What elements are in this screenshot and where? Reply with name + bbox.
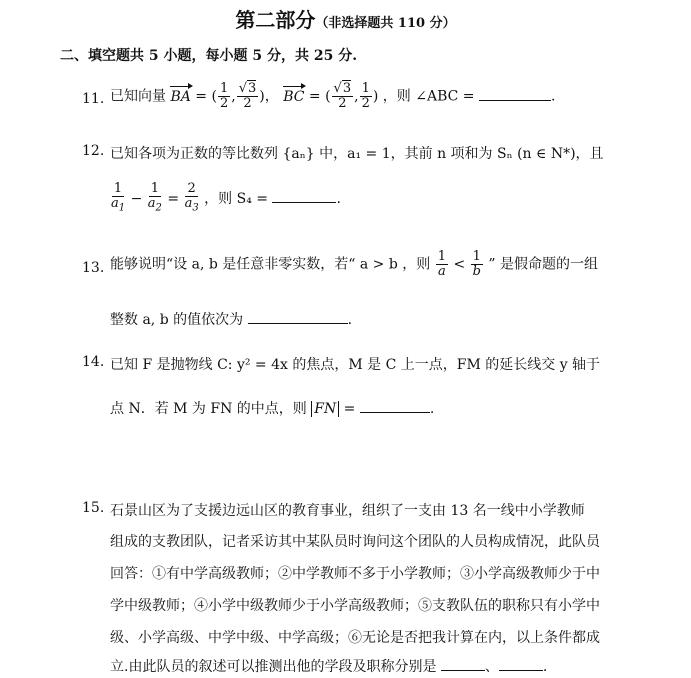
fraction-1-a2: $\frac{1}{a_2}$ [147,181,162,214]
abs-fn: FN [311,401,339,417]
q13-line2 [110,309,352,329]
q14-line2 [110,398,434,418]
q15-answer-blank-1[interactable] [441,658,485,671]
q15-end: . [542,659,548,675]
q14-line1: 已知 F 是抛物线 C: y² = 4x 的焦点，M 是 C 上一点，FM 的延长线交 y 轴于 [110,357,601,373]
q14-answer-blank[interactable] [360,400,430,413]
q15-last-line [110,656,547,676]
section-heading: 二、填空题共 5 小题，每小题 5 分，共 25 分. [60,48,358,64]
q11-then: ，则 ∠ABC = [382,88,475,105]
q14-number: 14. [82,354,105,370]
q12-line2: $\frac{1}{a_1}$ − $\frac{1}{a_2}$ = $\frac{2}{a_3}$ ，则 S₄ = . [111,181,341,214]
q15-line: 回答：①有中学高级教师；②中学教师不多于小学教师；③小学高级教师少于中 [110,566,600,582]
q13-line1: 能够说明“设 a, b 是任意非零实数，若“ a > b ，则 $\frac{1}{a}$ < $\frac{1}{b}$ ” 是假命题的一组 [110,249,598,279]
q15-line: 级、小学高级、中学中级、中学高级；⑥无论是否把我计算在内，以上条件都成 [110,630,600,646]
q14-eq: = [339,401,356,417]
q15-line: 立.由此队员的叙述可以推测出他的学段及职称分别是 [110,659,437,675]
q15-line: 石景山区为了支援边远山区的教育事业，组织了一支由 13 名一线中小学教师 [110,503,585,519]
vector-bc: BC [283,88,305,105]
q12-answer-blank[interactable] [272,190,336,203]
q11-answer-blank[interactable] [479,88,551,101]
fraction-1-2-b: $\frac{1}{2}$ [361,81,370,111]
q12-then: ，则 S₄ = [204,190,268,207]
q15-number: 15. [82,500,105,516]
fraction-2-a3: $\frac{2}{a_3}$ [184,181,199,214]
part-title [0,4,691,33]
q11-end: . [550,88,556,105]
fraction-sqrt3-2-b: $\frac{√3}{2}$ [333,81,352,111]
q13-end: . [347,312,353,328]
part-title-sub: （非选择题共 110 分） [315,16,456,31]
q14-end: . [429,401,435,417]
vector-ba: BA [170,88,191,105]
part-title-main: 第二部分 [235,8,316,32]
q11-number: 11. [82,91,105,107]
q15-answer-blank-2[interactable] [499,658,543,671]
q12-number: 12. [82,143,105,159]
q12-end: . [336,190,341,207]
fraction-sqrt3-2: $\frac{√3}{2}$ [238,81,257,111]
fraction-1-a: $\frac{1}{a}$ [437,249,446,279]
q14-line2-text: 点 N．若 M 为 FN 的中点，则 [110,401,307,417]
q15-line: 组成的支教团队，记者采访其中某队员时询问这个团队的人员构成情况，此队员 [110,534,600,550]
q13-answer-blank[interactable] [248,311,348,324]
q13-line2-text: 整数 a, b 的值依次为 [110,312,244,328]
q15-line: 学中级教师；④小学中级教师少于小学高级教师；⑤支教队伍的职称只有小学中 [110,598,600,614]
q13-line1a: 能够说明“设 a, b 是任意非零实数，若“ a > b ，则 [110,256,431,273]
fraction-1-b: $\frac{1}{b}$ [472,249,481,279]
q13-number: 13. [82,260,105,276]
fraction-1-2: $\frac{1}{2}$ [219,81,229,111]
fraction-1-a1: $\frac{1}{a_1}$ [111,181,126,214]
q12-line1: 已知各项为正数的等比数列 {aₙ} 中，a₁ = 1，其前 n 项和为 Sₙ (n ∈ N*)，且 [110,146,604,162]
q11-line: 已知向量 BA = ( $\frac{1}{2}$ , $\frac{√3}{2}$ )， BC = ( $\frac{√3}{2}$ , $\frac{1}{2}$ ) ，则 ∠ABC = . [110,81,556,111]
q11-text: 已知向量 [110,88,166,105]
q13-line1b: ” 是假命题的一组 [488,256,598,273]
q15-sep: 、 [484,659,499,675]
